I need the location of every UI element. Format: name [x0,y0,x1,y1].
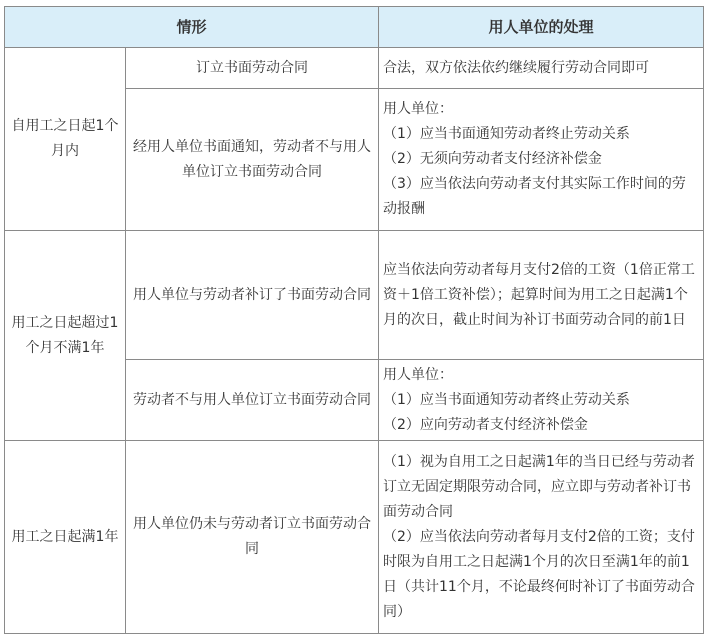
handling-line: 合法，双方依法依约继续履行劳动合同即可 [383,59,650,76]
handling-line: （1）应当书面通知劳动者终止劳动关系 [383,391,630,408]
table-row [5,48,704,89]
handling-cell [379,48,704,89]
handling-line: 用人单位： [383,101,454,117]
header-handling: 用人单位的处理 [379,7,704,48]
handling-line: 应当依法向劳动者每月支付2倍的工资（1倍正常工资＋1倍工资补偿）；起算时间为用工之日起满1个月的次日，截止时间为补订书面劳动合同的前1日 [383,261,695,328]
table-row [5,231,704,360]
handling-cell [379,89,704,231]
handling-line: （1）视为自用工之日起满1年的当日已经与劳动者订立无固定期限劳动合同，应立即与劳动者补订书面劳动合同 [383,453,695,520]
header-row [5,7,704,48]
labor-contract-table [4,6,704,634]
case-cell: 订立书面劳动合同 [126,48,379,89]
period-cell: 用工之日起超过1个月不满1年 [5,231,126,441]
handling-cell [379,231,704,360]
case-cell: 经用人单位书面通知，劳动者不与用人单位订立书面劳动合同 [126,89,379,231]
period-cell: 用工之日起满1年 [5,441,126,634]
period-cell: 自用工之日起1个月内 [5,48,126,231]
handling-line: （2）无须向劳动者支付经济补偿金 [383,151,602,167]
case-cell: 劳动者不与用人单位订立书面劳动合同 [126,360,379,441]
handling-line: （2）应当依法向劳动者每月支付2倍的工资；支付时限为自用工之日起满1个月的次日至满1年的前1日（共计11个月，不论最终何时补订了书面劳动合同） [383,528,695,620]
header-situation: 情形 [5,7,379,48]
handling-cell [379,360,704,441]
case-cell: 用人单位仍未与劳动者订立书面劳动合同 [126,441,379,634]
handling-line: 用人单位： [383,366,454,383]
handling-cell [379,441,704,634]
case-cell: 用人单位与劳动者补订了书面劳动合同 [126,231,379,360]
handling-line: （2）应向劳动者支付经济补偿金 [383,416,588,433]
handling-line: （3）应当依法向劳动者支付其实际工作时间的劳动报酬 [383,176,686,217]
table-row [5,441,704,634]
handling-line: （1）应当书面通知劳动者终止劳动关系 [383,126,630,142]
